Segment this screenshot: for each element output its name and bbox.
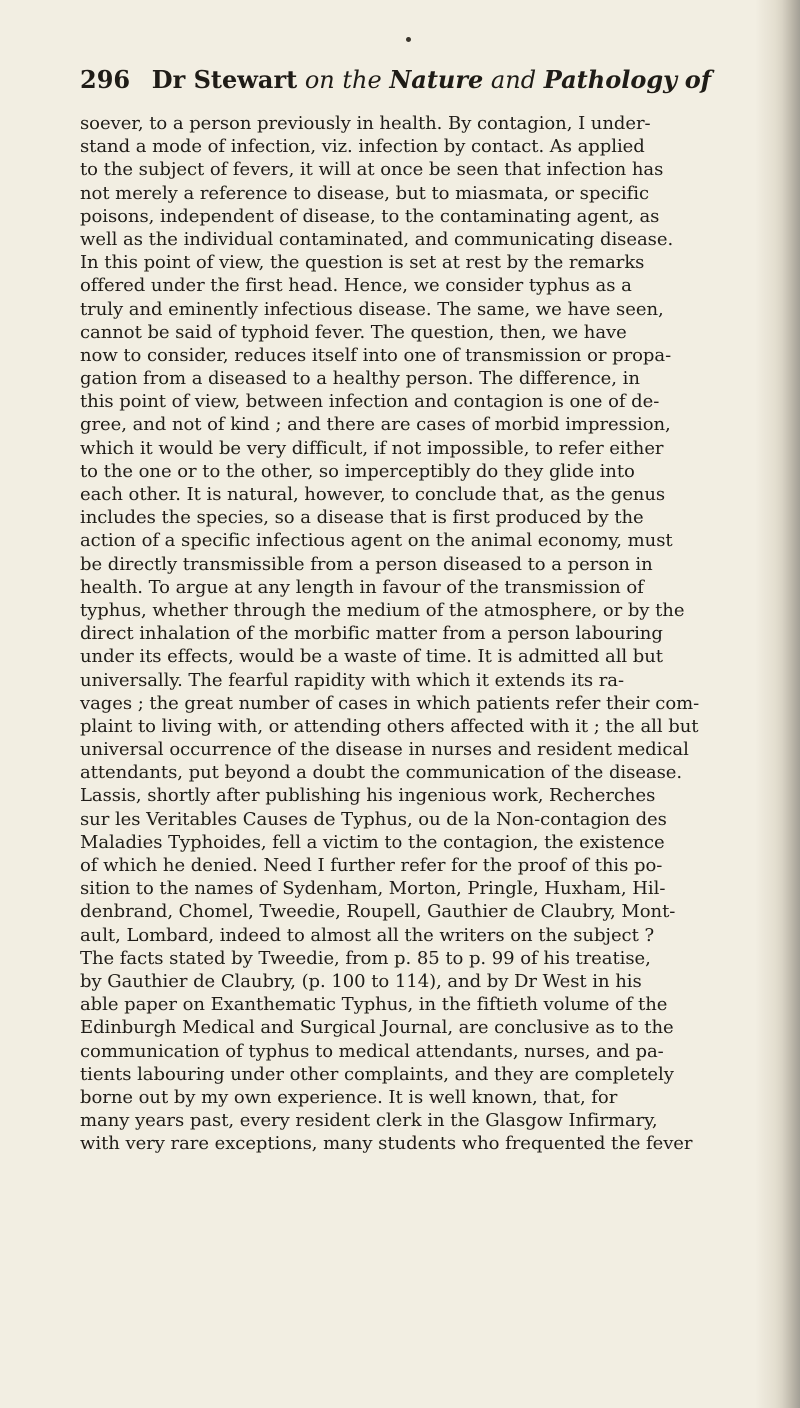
page-number: 296 (80, 65, 131, 94)
text-line: sur les Veritables Causes de Typhus, ou de la Non-contagion des (80, 808, 667, 830)
text-line: offered under the first head. Hence, we consider typhus as a (80, 275, 632, 297)
body-text (80, 112, 770, 1155)
text-line: not merely a reference to disease, but to miasmata, or specific (80, 182, 649, 204)
text-line: vages ; the great number of cases in which patients refer their com- (80, 692, 700, 714)
text-line: Maladies Typhoides, fell a victim to the contagion, the existence (80, 831, 665, 853)
text-line: with very rare exceptions, many students who frequented the fever (80, 1133, 693, 1155)
text-line: universally. The fearful rapidity with which it extends its ra- (80, 669, 625, 691)
text-line: be directly transmissible from a person diseased to a person in (80, 553, 653, 575)
text-line: action of a specific infectious agent on the animal economy, must (80, 530, 673, 552)
text-line: includes the species, so a disease that is first produced by the (80, 507, 644, 529)
print-dot-mark (406, 37, 411, 42)
text-line: borne out by my own experience. It is well known, that, for (80, 1086, 618, 1108)
text-line: typhus, whether through the medium of the atmosphere, or by the (80, 599, 685, 621)
text-line: tients labouring under other complaints, and they are completely (80, 1063, 674, 1085)
text-line: truly and eminently infectious disease. The same, we have seen, (80, 298, 664, 320)
text-line: plaint to living with, or attending others affected with it ; the all but (80, 715, 699, 737)
header-word-on: on (304, 66, 335, 94)
text-line: to the subject of fevers, it will at once be seen that infection has (80, 159, 664, 181)
text-line: of which he denied. Need I further refer for the proof of this po- (80, 855, 663, 876)
text-line: able paper on Exanthematic Typhus, in the fiftieth volume of the (80, 994, 668, 1016)
text-line: universal occurrence of the disease in nurses and resident medical (80, 739, 689, 761)
text-line: which it would be very difficult, if not impossible, to refer either (80, 437, 664, 459)
page-edge-shadow (782, 0, 800, 1408)
text-line: by Gauthier de Claubry, (p. 100 to 114), and by Dr West in his (80, 970, 642, 992)
header-word-nature: Nature (389, 65, 484, 94)
header-word-and: and (490, 66, 537, 94)
text-line: under its effects, would be a waste of time. It is admitted all but (80, 646, 663, 668)
running-header (80, 66, 770, 94)
text-line: cannot be said of typhoid fever. The question, then, we have (80, 321, 627, 343)
text-line: to the one or to the other, so imperceptibly do they glide into (80, 460, 635, 482)
text-line: many years past, every resident clerk in the Glasgow Infirmary, (80, 1110, 658, 1132)
header-author: Dr Stewart (151, 65, 298, 94)
text-line: health. To argue at any length in favour of the transmission of (80, 576, 644, 598)
text-line: attendants, put beyond a doubt the communication of the disease. (80, 762, 683, 784)
text-line: direct inhalation of the morbific matter from a person labouring (80, 623, 663, 645)
text-line: gree, and not of kind ; and there are cases of morbid impression, (80, 414, 671, 436)
text-line: this point of view, between infection and contagion is one of de- (80, 391, 660, 413)
text-line: Edinburgh Medical and Surgical Journal, are conclusive as to the (80, 1017, 674, 1039)
text-line: denbrand, Chomel, Tweedie, Roupell, Gauthier de Claubry, Mont- (80, 901, 676, 923)
text-line: soever, to a person previously in health. By contagion, I under- (80, 113, 651, 134)
text-line: ault, Lombard, indeed to almost all the writers on the subject ? (80, 924, 655, 946)
header-word-the: the (342, 66, 382, 94)
text-line: each other. It is natural, however, to conclude that, as the genus (80, 484, 666, 505)
text-line: poisons, independent of disease, to the contaminating agent, as (80, 205, 660, 227)
text-line: stand a mode of infection, viz. infection by contact. As applied (80, 136, 645, 158)
text-line: sition to the names of Sydenham, Morton, Pringle, Huxham, Hil- (80, 878, 666, 900)
text-line: communication of typhus to medical attendants, nurses, and pa- (80, 1040, 664, 1062)
header-word-of: of (684, 65, 712, 94)
text-line: In this point of view, the question is set at rest by the remarks (80, 252, 645, 274)
text-line: gation from a diseased to a healthy person. The difference, in (80, 368, 640, 390)
text-line: now to consider, reduces itself into one of transmission or propa- (80, 344, 672, 366)
header-word-pathology: Pathology (543, 65, 678, 94)
text-line: well as the individual contaminated, and communicating disease. (80, 228, 674, 250)
text-line: Lassis, shortly after publishing his ingenious work, Recherches (80, 785, 656, 807)
text-line: The facts stated by Tweedie, from p. 85 to p. 99 of his treatise, (80, 947, 651, 969)
